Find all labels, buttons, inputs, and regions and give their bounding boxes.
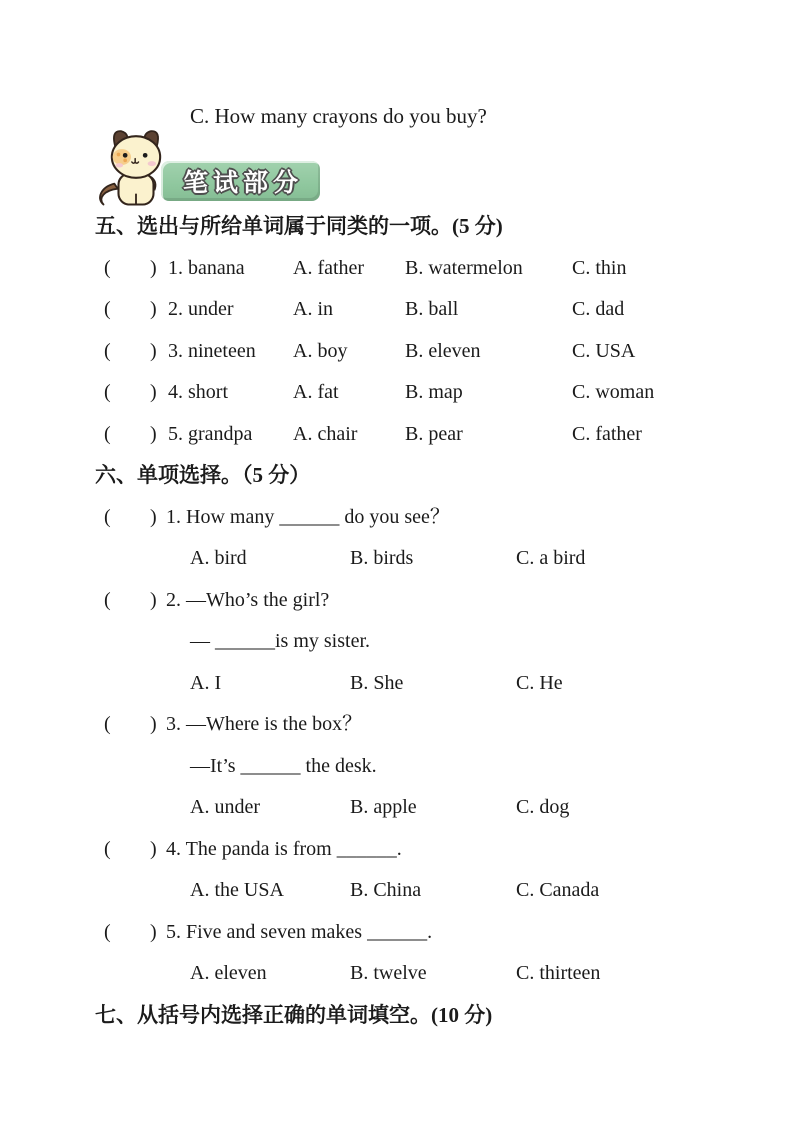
- cat-eye-left: [123, 153, 128, 158]
- s6-q5-options: [0, 956, 793, 998]
- answer-paren-close: ): [150, 298, 157, 320]
- written-test-banner: [161, 161, 320, 201]
- s6-q2-options: [0, 666, 793, 708]
- s6-q3-line: [0, 707, 793, 749]
- answer-paren-open: (: [104, 713, 111, 735]
- s5-row-4: [0, 375, 793, 417]
- option-c: C. dad: [572, 298, 625, 320]
- answer-paren-open: (: [104, 339, 111, 362]
- exam-body: [0, 209, 793, 1039]
- answer-paren-open: (: [104, 505, 111, 528]
- s6-q4-options: [0, 873, 793, 915]
- cat-patch-spot: [123, 159, 127, 163]
- option-a: A. eleven: [190, 962, 267, 984]
- option-b: B. China: [350, 879, 422, 901]
- s6-q3-options: [0, 790, 793, 832]
- cat-eye-right: [143, 153, 148, 158]
- cat-orange-patch: [113, 149, 131, 165]
- option-b: B. twelve: [350, 962, 427, 984]
- option-a: A. in: [293, 298, 333, 320]
- question-stem: 2. under: [168, 298, 234, 320]
- s5-row-2: [0, 292, 793, 334]
- section7-heading: 七、从括号内选择正确的单词填空。(10 分): [95, 1002, 493, 1027]
- s6-q4-line: [0, 832, 793, 874]
- option-b: B. pear: [405, 422, 463, 445]
- option-c: C. He: [516, 671, 563, 694]
- cat-mascot-icon: [94, 127, 178, 207]
- option-b: B. eleven: [405, 339, 481, 362]
- answer-paren-close: ): [150, 505, 157, 528]
- option-a: A. the USA: [190, 879, 284, 901]
- question-stem: 5. grandpa: [168, 422, 253, 445]
- banner-label: 笔试部分: [182, 169, 303, 197]
- option-c: C. woman: [572, 381, 655, 403]
- answer-paren-open: (: [104, 920, 111, 943]
- option-b: B. apple: [350, 796, 417, 818]
- section6-heading: 六、单项选择。（5 分）: [95, 463, 311, 487]
- question-stem: 4. short: [168, 381, 228, 403]
- answer-paren-close: ): [150, 713, 157, 735]
- option-b: B. birds: [350, 547, 414, 569]
- option-c: C. father: [572, 422, 642, 445]
- s6-q1-line: [0, 500, 793, 542]
- option-a: A. bird: [190, 547, 247, 569]
- answer-paren-open: (: [104, 381, 111, 403]
- question-text: 4. The panda is from ______.: [166, 837, 402, 860]
- question-text: 1. How many ______ do you see？: [166, 505, 450, 528]
- s5-row-5: [0, 417, 793, 459]
- question-text: 2. —Who’s the girl?: [166, 588, 330, 611]
- answer-paren-open: (: [104, 422, 111, 445]
- cat-patch-spot: [117, 153, 121, 157]
- carried-option-text: C. How many crayons do you buy?: [190, 104, 487, 128]
- cat-blush: [116, 163, 124, 167]
- option-a: A. under: [190, 796, 260, 818]
- answer-paren-close: ): [150, 422, 157, 445]
- s6-q1-options: [0, 541, 793, 583]
- answer-paren-open: (: [104, 256, 111, 279]
- option-b: B. ball: [405, 298, 459, 320]
- option-a: A. father: [293, 256, 365, 279]
- answer-paren-open: (: [104, 837, 111, 860]
- option-c: C. Canada: [516, 879, 600, 901]
- cat-tail: [100, 184, 118, 205]
- s6-q5-line: [0, 915, 793, 957]
- question-stem: 1. banana: [168, 256, 245, 279]
- question-text: 5. Five and seven makes ______.: [166, 920, 433, 943]
- s6-q2-line: [0, 583, 793, 625]
- answer-paren-close: ): [150, 588, 157, 611]
- s5-row-3: [0, 334, 793, 376]
- s6-q3-reply: [0, 749, 793, 791]
- answer-paren-close: ): [150, 837, 157, 860]
- question-stem: 3. nineteen: [168, 339, 256, 362]
- option-c: C. thirteen: [516, 962, 601, 984]
- question-reply-text: — ______is my sister.: [190, 630, 371, 652]
- option-b: B. map: [405, 381, 463, 403]
- answer-paren-close: ): [150, 920, 157, 943]
- answer-paren-close: ): [150, 339, 157, 362]
- s6-q2-reply: [0, 624, 793, 666]
- answer-paren-close: ): [150, 381, 157, 403]
- option-b: B. watermelon: [405, 256, 523, 279]
- option-b: B. She: [350, 671, 404, 694]
- option-a: A. chair: [293, 422, 358, 445]
- option-c: C. dog: [516, 796, 570, 818]
- s5-row-1: [0, 251, 793, 293]
- option-a: A. I: [190, 671, 222, 694]
- cat-blush: [148, 161, 156, 166]
- option-c: C. USA: [572, 339, 636, 362]
- question-reply-text: —It’s ______ the desk.: [190, 754, 377, 777]
- section5-heading: 五、选出与所给单词属于同类的一项。(5 分): [95, 214, 503, 238]
- answer-paren-open: (: [104, 588, 111, 611]
- answer-paren-open: (: [104, 298, 111, 320]
- option-a: A. boy: [293, 339, 348, 362]
- answer-paren-close: ): [150, 256, 157, 279]
- option-a: A. fat: [293, 381, 339, 403]
- option-c: C. a bird: [516, 547, 586, 569]
- option-c: C. thin: [572, 256, 627, 279]
- question-text: 3. —Where is the box？: [166, 713, 363, 735]
